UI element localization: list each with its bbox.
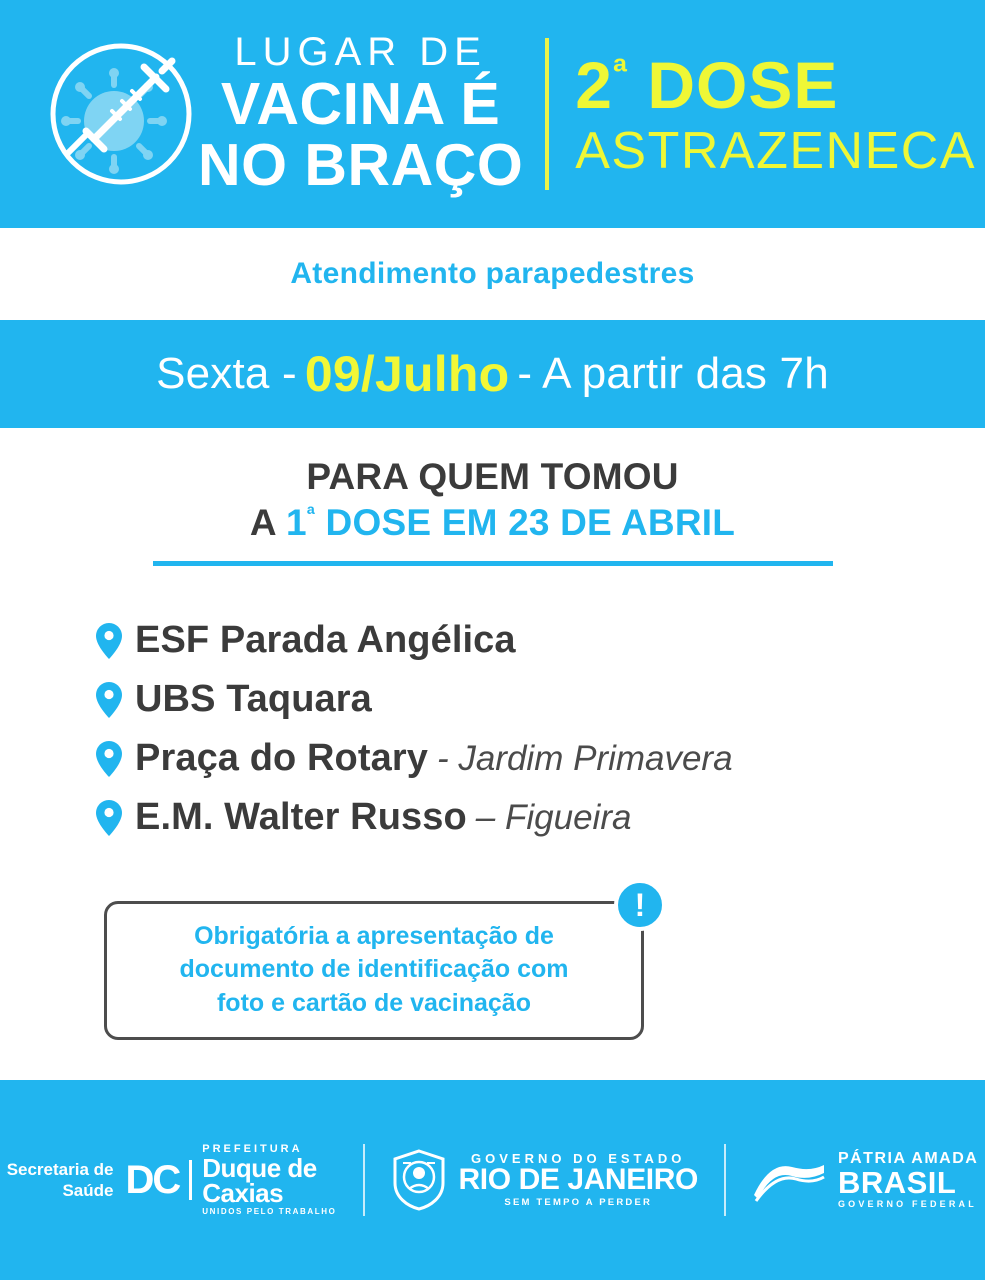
rio-gov-label: GOVERNO DO ESTADO bbox=[471, 1150, 686, 1166]
audience-highlight: pedestres bbox=[550, 257, 695, 290]
location-neighborhood: – Figueira bbox=[475, 797, 632, 837]
dc-monogram: DC bbox=[125, 1160, 192, 1200]
footer-logos bbox=[0, 1080, 985, 1280]
secretaria-line-2: Saúde bbox=[62, 1181, 114, 1200]
footer-divider bbox=[363, 1144, 365, 1216]
eligibility-dose-ordinal: ª bbox=[306, 501, 316, 527]
requirements-line-2: documento de identificação com bbox=[179, 955, 569, 984]
brasil-name: BRASIL bbox=[837, 1165, 957, 1201]
eligibility-dose-number: 1 bbox=[285, 502, 307, 544]
map-pin-icon bbox=[96, 800, 122, 836]
brasil-flag-icon bbox=[752, 1155, 826, 1205]
slogan-line-1: LUGAR DE bbox=[234, 29, 487, 74]
dose-ordinal: ª bbox=[612, 52, 629, 95]
eligibility-prefix: A bbox=[249, 502, 286, 544]
slogan-line-3: NO BRAÇO bbox=[198, 132, 524, 198]
eligibility-rest: DOSE EM 23 DE ABRIL bbox=[315, 502, 736, 544]
dose-number: 2 bbox=[575, 48, 613, 123]
date-time: - A partir das 7h bbox=[517, 349, 829, 398]
list-item bbox=[96, 614, 985, 668]
map-pin-icon bbox=[96, 682, 122, 718]
list-item bbox=[96, 791, 985, 845]
locations-list bbox=[96, 614, 985, 845]
header-slogan bbox=[198, 29, 541, 198]
list-item bbox=[96, 673, 985, 727]
date-day: 09/Julho bbox=[304, 346, 510, 402]
prefeitura-label: PREFEITURA bbox=[202, 1143, 303, 1156]
header-banner bbox=[0, 0, 985, 228]
dose-word: DOSE bbox=[647, 48, 839, 123]
requirements-notice bbox=[104, 886, 646, 1040]
requirements-line-3: foto e cartão de vacinação bbox=[216, 989, 531, 1017]
duque-tagline: UNIDOS PELO TRABALHO bbox=[202, 1206, 337, 1216]
list-item bbox=[96, 732, 985, 786]
eligibility-line-2 bbox=[0, 500, 985, 546]
date-bar bbox=[0, 320, 985, 428]
location-name: E.M. Walter Russo bbox=[135, 796, 467, 838]
brasil-tagline: GOVERNO FEDERAL bbox=[837, 1199, 977, 1210]
map-pin-icon bbox=[96, 623, 122, 659]
requirements-box bbox=[104, 901, 644, 1040]
rio-tagline: SEM TEMPO A PERDER bbox=[504, 1197, 653, 1209]
location-name: Praça do Rotary bbox=[135, 737, 428, 779]
footer-divider bbox=[724, 1144, 726, 1216]
secretaria-saude-label bbox=[7, 1159, 114, 1202]
duque-name-line-2: Caxias bbox=[202, 1177, 284, 1208]
secretaria-line-1: Secretaria de bbox=[6, 1159, 114, 1179]
date-weekday: Sexta - bbox=[156, 349, 297, 398]
dose-info bbox=[575, 48, 977, 180]
syringe-virus-icon bbox=[46, 39, 196, 189]
map-pin-icon bbox=[96, 741, 122, 777]
eligibility-underline bbox=[153, 561, 833, 566]
patria-amada-label: PÁTRIA AMADA bbox=[837, 1149, 979, 1167]
duque-name-line-1: Duque de bbox=[202, 1152, 317, 1183]
rj-coat-of-arms-icon bbox=[391, 1149, 447, 1211]
rio-wordmark bbox=[459, 1152, 698, 1209]
brasil-wordmark bbox=[838, 1151, 978, 1209]
header-divider bbox=[545, 38, 549, 190]
eligibility-line-1: PARA QUEM TOMOU bbox=[306, 456, 679, 497]
audience-subtitle bbox=[0, 228, 985, 320]
duque-caxias-wordmark bbox=[202, 1144, 336, 1216]
vaccine-name: ASTRAZENECA bbox=[575, 121, 977, 180]
exclamation-badge-icon: ! bbox=[614, 879, 666, 931]
duque-de-caxias-logo bbox=[7, 1144, 337, 1216]
requirements-line-1: Obrigatória a apresentação de bbox=[194, 921, 554, 950]
audience-prefix: Atendimento para bbox=[290, 257, 551, 290]
rio-name: RIO DE JANEIRO bbox=[458, 1163, 698, 1197]
dose-title bbox=[575, 48, 976, 123]
rio-de-janeiro-logo bbox=[391, 1149, 698, 1211]
location-neighborhood: - Jardim Primavera bbox=[436, 738, 733, 778]
governo-federal-logo bbox=[752, 1151, 978, 1209]
slogan-line-2: VACINA É bbox=[220, 70, 501, 137]
location-name: ESF Parada Angélica bbox=[135, 619, 516, 661]
location-name: UBS Taquara bbox=[135, 678, 372, 720]
eligibility-section bbox=[0, 428, 985, 566]
